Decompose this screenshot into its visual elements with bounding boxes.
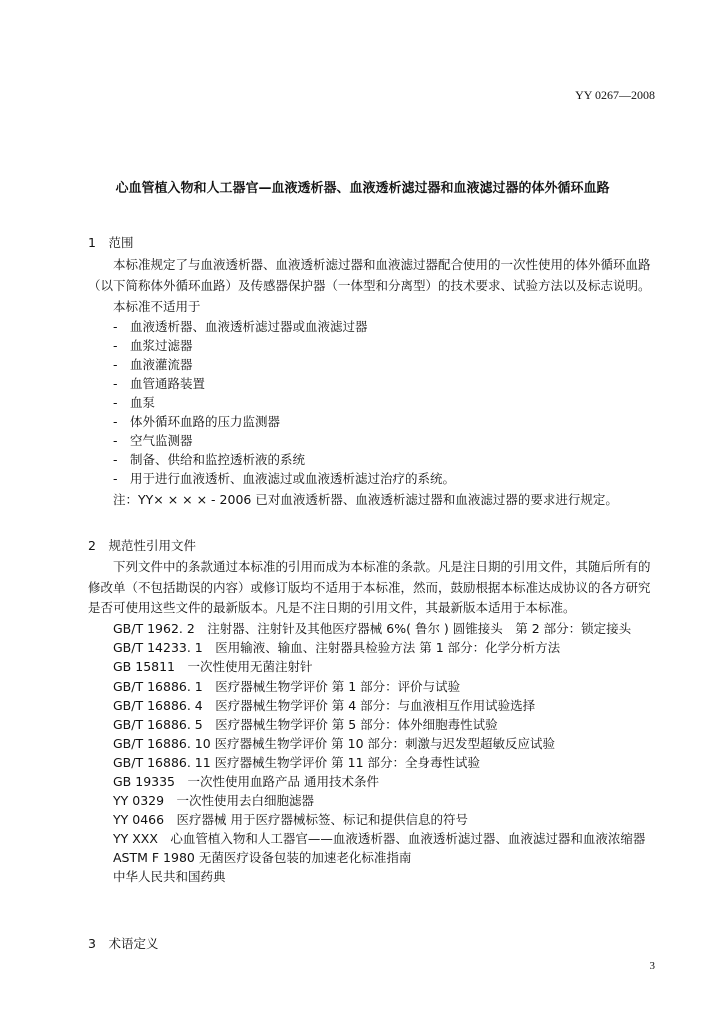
document-code: YY 0267—2008 [575,88,655,102]
reference-item: GB/T 1962. 2 注射器、注射针及其他医疗器械 6%( 鲁尔 ) 圆锥接头 第 2 部分：锁定接头 [113,621,632,636]
reference-item: GB 19335 一次性使用血路产品 通用技术条件 [113,774,379,789]
reference-item: GB/T 16886. 11 医疗器械生物学评价 第 11 部分：全身毒性试验 [113,755,480,770]
list-marker: - [113,376,118,391]
reference-item: GB/T 14233. 1 医用输液、输血、注射器具检验方法 第 1 部分：化学分析方法 [113,640,561,655]
list-item [113,374,205,392]
reference-item: GB/T 16886. 10 医疗器械生物学评价 第 10 部分：刺激与迟发型超敏反应试验 [113,736,555,751]
list-marker: - [113,414,118,429]
list-item-text: 体外循环血路的压力监测器 [130,414,281,429]
list-marker: - [113,452,118,467]
list-marker: - [113,395,118,410]
reference-item: GB/T 16886. 5 医疗器械生物学评价 第 5 部分：体外细胞毒性试验 [113,717,498,732]
list-marker: - [113,471,118,486]
list-item-text: 制备、供给和监控透析液的系统 [130,452,306,467]
reference-item: ASTM F 1980 无菌医疗设备包装的加速老化标准指南 [113,850,412,865]
list-item [113,450,305,468]
section-1-paragraph: 本标准规定了与血液透析器、血液透析滤过器和血液滤过器配合使用的一次性使用的体外循环血路（以下简称体外循环血路）及传感器保护器（一体型和分离型）的技术要求、试验方法以及标志说明。 [88,257,651,293]
list-item [113,336,193,354]
list-item-text: 空气监测器 [130,433,193,448]
reference-item: GB/T 16886. 4 医疗器械生物学评价 第 4 部分：与血液相互作用试验选择 [113,698,536,713]
reference-item: YY XXX 心血管植入物和人工器官——血液透析器、血液透析滤过器、血液滤过器和血液浓缩器 [113,831,646,846]
list-marker: - [113,319,118,334]
list-item-text: 血管通路装置 [130,376,206,391]
list-item-text: 用于进行血液透析、血液滤过或血液透析滤过治疗的系统。 [130,471,456,486]
not-applicable-intro: 本标准不适用于 [113,299,201,314]
section-1-heading: 1 范围 [88,235,134,250]
section-2-heading: 2 规范性引用文件 [88,538,196,553]
list-item [113,317,368,335]
list-item [113,469,455,487]
list-marker: - [113,338,118,353]
section-2-paragraph: 下列文件中的条款通过本标准的引用而成为本标准的条款。凡是注日期的引用文件，其随后所有的修改单（不包括勘误的内容）或修订版均不适用于本标准，然而，鼓励根据本标准达成协议的各方研究是否可使用这些文件的最新版本。凡是不注日期的引用文件，其最新版本适用于本标准。 [88,559,651,615]
document-title: 心血管植入物和人工器官—血液透析器、血液透析滤过器和血液滤过器的体外循环血路 [115,181,610,196]
section-3-heading: 3 术语定义 [88,936,159,951]
reference-item: YY 0329 一次性使用去白细胞滤器 [113,793,315,808]
list-item-text: 血液灌流器 [130,357,193,372]
list-marker: - [113,357,118,372]
reference-item: GB 15811 一次性使用无菌注射针 [113,659,313,674]
list-item [113,393,155,411]
section-1-note: 注：YY× × × × - 2006 已对血液透析器、血液透析滤过器和血液滤过器的要求进行规定。 [113,492,618,507]
list-item [113,431,193,449]
reference-item: 中华人民共和国药典 [113,869,226,884]
reference-item: YY 0466 医疗器械 用于医疗器械标签、标记和提供信息的符号 [113,812,469,827]
list-marker: - [113,433,118,448]
list-item [113,412,280,430]
list-item-text: 血浆过滤器 [130,338,193,353]
reference-item: GB/T 16886. 1 医疗器械生物学评价 第 1 部分：评价与试验 [113,679,461,694]
list-item [113,355,193,373]
list-item-text: 血液透析器、血液透析滤过器或血液滤过器 [130,319,368,334]
list-item-text: 血泵 [130,395,156,410]
page-number: 3 [649,960,655,972]
